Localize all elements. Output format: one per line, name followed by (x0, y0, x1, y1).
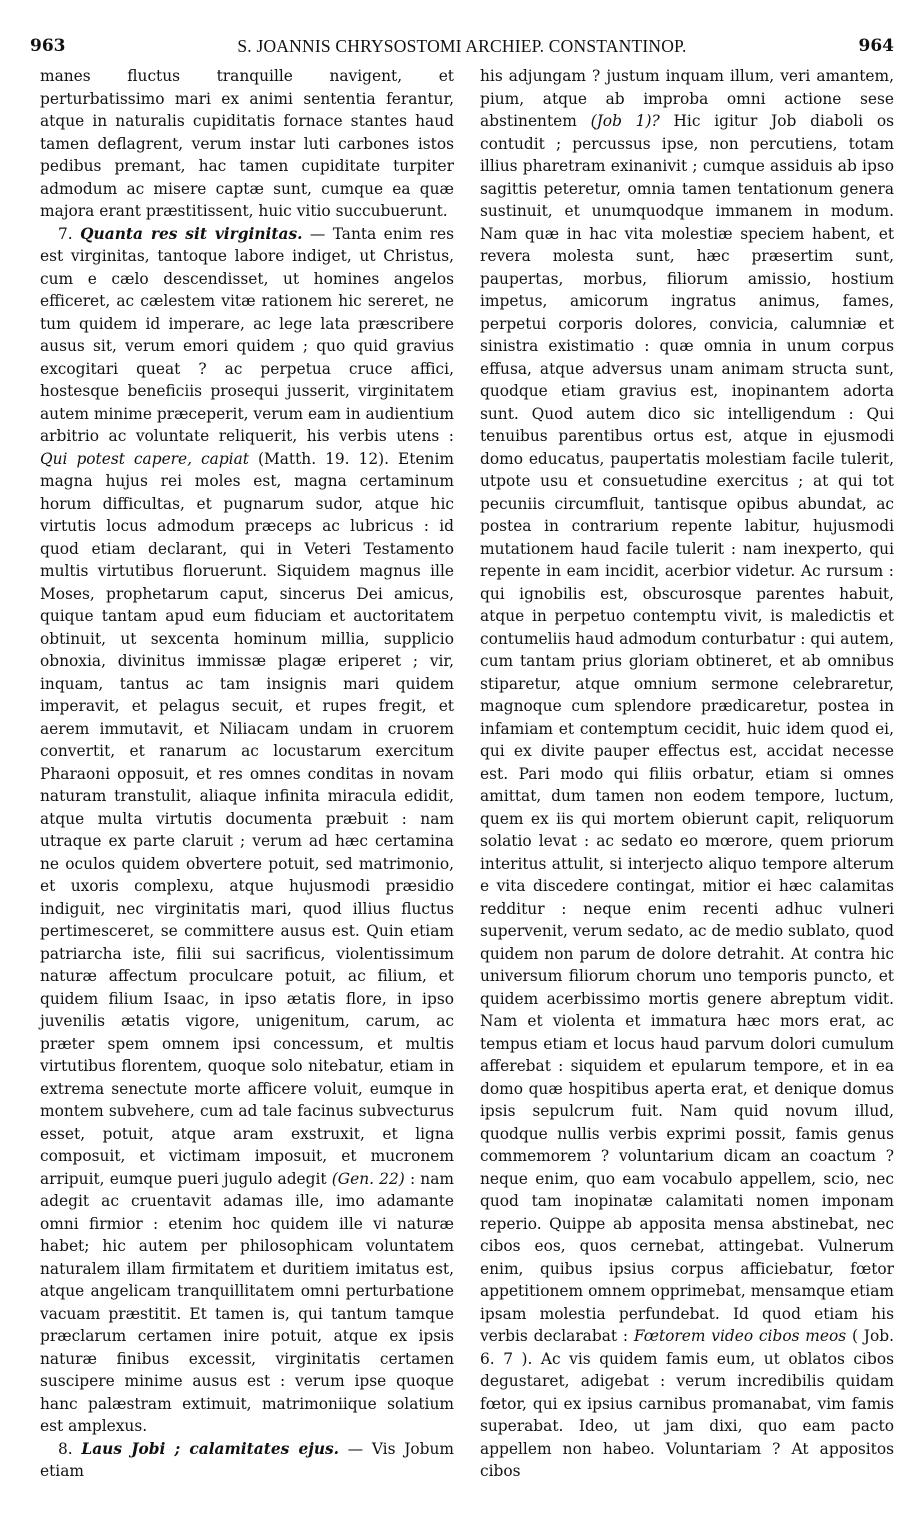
left-column (40, 65, 454, 1483)
section-7-text-b: Etenim magna hujus rei moles est, magna certaminum horum difficultas, et pugnarum sudor, atque hic virtutis locus admodum præceps ac lubricus : id quod etiam declarant, qui in Veteri Testamento multis virtutibus floruerunt. Siquidem magnus ille Moses, prophetarum caput, sincerus Dei amicus, quique tantam apud eum fiduciam et auctoritatem obtinuit, ut sexcenta hominum millia, supplicio obnoxia, divinitus immissæ plagæ eriperet ; vir, inquam, tantus ac tam insignis mari quidem imperavit, et pelagus secuit, et rupes fregit, et aerem immutavit, et Niliacam undam in cruorem convertit, et ranarum ac locustarum exercitum Pharaoni opposuit, et res omnes conditas in novam naturam transtulit, aliaque infinita miracula edidit, atque multa virtutis documenta præbuit : nam utraque ex parte claruit ; verum ad hæc certamina ne oculos quidem obvertere potuit, sed matrimonio, et uxoris complexu, atque hujusmodi præsidio indiguit, nec virginitatis mari, quod illius fluctus pertimesceret, se committere ausus est. Quin etiam patriarcha iste, filii sui sacrificus, violentissimum naturæ affectum proculcare potuit, ac filium, et quidem filium Isaac, in ipso ætatis flore, in ipso juvenilis ætatis vigore, unigenitum, carum, ac præter spem omnem ipsi concessum, et multis virtutibus florentem, quoque solo nitebatur, etiam in extrema senectute morte afficere voluit, eumque in montem subvehere, cum ad tale facinus subvecturus esset, potuit, atque aram exstruxit, et ligna composuit, et victimam imposuit, et mucronem arripuit, eumque pueri jugulo adegit (40, 449, 454, 1188)
scripture-reference-genesis: (Gen. 22) (331, 1169, 405, 1188)
scripture-quote: Qui potest capere, capiat (40, 449, 249, 468)
scripture-reference-job-1: (Job 1)? (590, 112, 660, 130)
section-7-text-a: — Tanta enim res est virginitas, tantoque labore indiget, ut Christus, cum e cælo descendisset, ut homines angelos efficeret, ac cælestem vitæ rationem hic sereret, ne tum quidem id imperare, ac lege lata præscribere ausus sit, verum emori quidem ; quo quid gravius excogitari queat ? ac perpetua cruce affici, hostesque beneficiis prosequi jusserit, virginitatem autem minime præceperit, verum eam in audientium arbitrio ac voluntate reliquerit, his verbis utens : (40, 224, 454, 445)
right-column (480, 65, 894, 1483)
section-8-text: — Vis Jobum etiam (40, 1439, 454, 1480)
scripture-reference: (Matth. 19. 12). (257, 449, 390, 468)
scripture-reference-job-6: ( Job. 6. 7 ). (480, 1327, 894, 1368)
section-7 (40, 223, 454, 1438)
scripture-quote-job: Fœtorem video cibos meos (633, 1327, 847, 1345)
right-page-number: 964 (858, 36, 894, 56)
section-7-number: 7. (58, 224, 73, 243)
right-text-b: Hic igitur Job diaboli os contudit ; percussus ipse, non percutiens, totam illius pharetram exinanivit ; cumque assiduis ab ipso sagittis peteretur, omnia tamen tentationum genera sustinuit, et unumquodque immanem in modum. Nam quæ in hac vita molestiæ speciem habent, et revera molesta sunt, hæc præsertim sunt, paupertas, morbus, filiorum amissio, hostium impetus, amicorum ingratus animus, fames, perpetui corporis dolores, convicia, calumniæ et sinistra existimatio : quæ omnia in unum corpus effusa, atque adversus unam animam structa sunt, quodque etiam gravius est, inopinantem adorta sunt. Quod autem dico sic intelligendum : Qui tenuibus parentibus ortus est, atque in ejusmodi domo educatus, paupertatis molestiam facile tulerit, utpote usu et consuetudine exercitus ; at qui tot pecuniis circumfluit, tantisque opibus abundat, ac postea in contrarium repente labitur, hujusmodi mutationem haud facile tulerit : nam inexperto, qui repente in eam incidit, acerbior videtur. Ac rursum : qui ignobilis est, obscurosque parentes habuit, atque in perpetuo contemptu vivit, is maledictis et contumeliis haud admodum conturbatur : qui autem, cum tantam prius gloriam obtineret, et ab omnibus stiparetur, atque omnium sermone celebraretur, magnoque cum splendore prædicaretur, postea in infamiam et contemptum cecidit, huic idem quod ei, qui ex divite pauper effectus est, accidat necesse est. Pari modo qui filiis orbatur, etiam si omnes amittat, dum tamen non eodem tempore, luctum, quem ex iis qui mortem obierunt capit, reliquorum solatio levat : ac sedato eo mœrore, quem priorum interitus attulit, si interjecto aliquo tempore alterum e vita discedere contingat, mitior ei hæc calamitas redditur : neque enim recenti adhuc vulneri supervenit, verum sedato, ac de medio sublato, quod quidem non parum de dolore detrahit. At contra hic universum filiorum chorum uno temporis puncto, et quidem acerbissimo mortis genere abreptum vidit. Nam et violenta et immatura hæc mors erat, ac tempus etiam et locus haud parvum dolori cumulum afferebat : siquidem et epularum tempore, et in ea domo quæ hospitibus aperta erat, et denique domus ipsis sepulcrum fuit. Nam quid novum illud, quodque nullis verbis exprimi possit, famis genus commemorem ? voluntarium dicam an coactum ? neque enim, quo eam vocabulo appellem, scio, nec quod tam inopinatæ calamitati nomen imponam reperio. Quippe ab apposita mensa abstinebat, nec cibos eos, quos cernebat, attingebat. Vulnerum enim, quibus ipsius corpus afficiebatur, fœtor appetitionem omnem opprimebat, mensamque etiam ipsam molestia perfundebat. Id quod etiam his verbis declarabat : (480, 112, 894, 1345)
right-text-a: his adjungam ? justum inquam illum, veri amantem, pium, atque ab improba omni actione sese abstinentem (480, 67, 894, 130)
page-header (30, 36, 894, 60)
paragraph-continuation: manes fluctus tranquille navigent, et perturbatissimo mari ex animi sententia ferantur, atque in naturalis cupiditatis fornace stantes haud tamen deflagrent, verum instar luti carbones istos pedibus premant, hac tamen cupiditate turpiter admodum ac misere captæ sunt, cumque ea quæ majora erant præstitissent, huic vitio succubuerunt. (40, 67, 454, 220)
running-title: S. JOANNIS CHRYSOSTOMI ARCHIEP. CONSTANTINOP. (237, 36, 687, 56)
section-8-number: 8. (58, 1439, 73, 1458)
paragraph-job (480, 65, 894, 1483)
left-page-number: 963 (30, 36, 66, 56)
section-7-title: Quanta res sit virginitas. (80, 224, 303, 243)
section-8 (40, 1438, 454, 1483)
section-7-text-c: : nam adegit ac cruentavit adamas ille, imo adamante omni firmior : etenim hoc quidem ille vi naturæ habet; hic autem per philosophicam voluntatem naturalem illam firmitatem et duritiem imitatus est, atque angelicam tranquillitatem omni perturbatione vacuam præstitit. Et tamen is, qui tantum tamque præclarum certamen inire potuit, atque ex ipsis naturæ finibus excessit, virginitatis certamen suscipere minime ausus est : verum ipse quoque hanc palæstram extimuit, matrimoniique solatium est amplexus. (40, 1169, 454, 1435)
section-8-title: Laus Jobi ; calamitates ejus. (81, 1439, 340, 1458)
right-text-c: Ac vis quidem famis eum, ut oblatos cibos degustaret, adigebat : verum incredibilis quidam fœtor, qui ex ipsius carnibus promanabat, vim famis superabat. Ideo, ut jam dixi, quo eam pacto appellem non habeo. Voluntariam ? At appositos cibos (480, 1349, 894, 1480)
